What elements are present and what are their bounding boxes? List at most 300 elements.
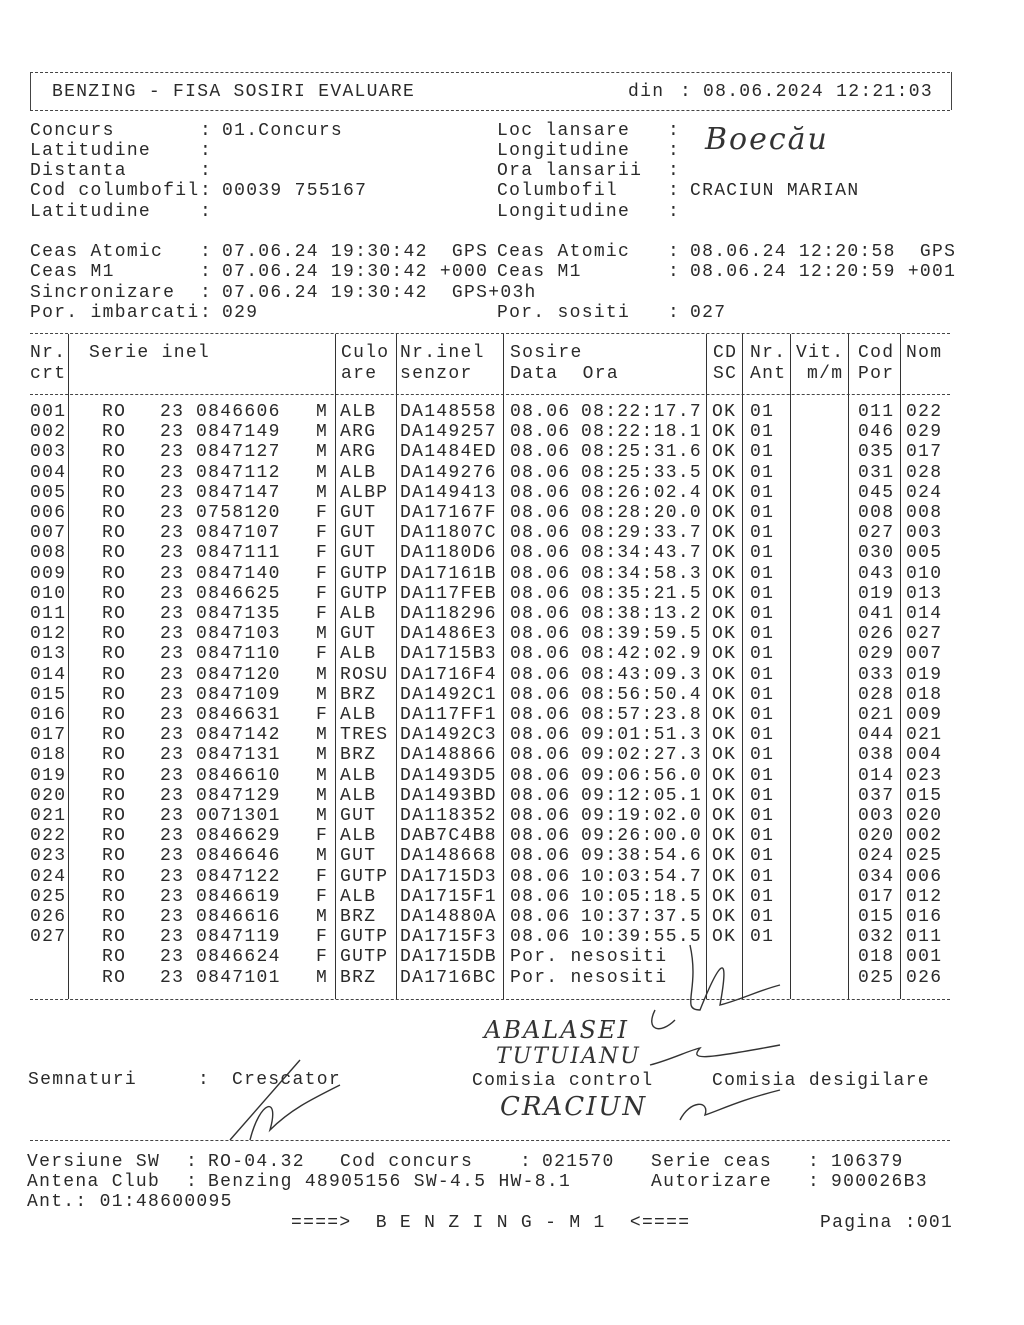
cell-sex: F (316, 866, 329, 887)
cell-sex: M (316, 745, 329, 766)
cell-time: 09:19:02.0 (581, 806, 703, 826)
cell-time: 09:38:54.6 (581, 846, 703, 867)
date-label: din (628, 82, 665, 102)
cell-year: 23 (160, 826, 185, 847)
cell-sex: M (316, 684, 329, 705)
cell-year: 23 (160, 563, 185, 584)
cell-cd: OK (712, 624, 737, 645)
cell-sensor: DAB7C4B8 (400, 826, 497, 847)
cell-nom: 010 (906, 563, 943, 584)
serie-ceas-value: 106379 (831, 1152, 904, 1172)
cell-time: 08:56:50.4 (581, 684, 703, 705)
cell-country: RO (102, 624, 127, 645)
cell-cd: OK (712, 927, 737, 948)
info-colon: : (668, 121, 681, 141)
cell-date: 08.06 (510, 563, 571, 584)
cell-antenna: 01 (750, 806, 775, 826)
cell-sensor: DA148866 (400, 745, 497, 766)
cell-country: RO (102, 886, 127, 907)
signature-mark (680, 1090, 780, 1120)
cell-nr: 013 (30, 644, 67, 665)
cell-cd: OK (712, 503, 737, 523)
cell-antenna: 01 (750, 866, 775, 887)
cell-date: 08.06 (510, 482, 571, 503)
info-colon: : (668, 181, 681, 201)
cell-time: 08:26:02.4 (581, 482, 703, 503)
cell-year: 23 (160, 644, 185, 665)
cell-date: 08.06 (510, 785, 571, 806)
cell-country: RO (102, 785, 127, 806)
clock-colon: : (668, 262, 681, 282)
column-header-inel1: Nr.inel (400, 343, 485, 363)
cell-ring: 0846619 (196, 886, 281, 907)
cell-sex: M (316, 624, 329, 645)
cell-sensor: DA1493BD (400, 785, 497, 806)
cell-ring: 0846629 (196, 826, 281, 847)
cell-nr: 005 (30, 482, 67, 503)
cell-cod-por: 021 (858, 705, 895, 725)
clock-label: Ceas Atomic (30, 242, 164, 262)
cell-date: 08.06 (510, 725, 571, 746)
report-date: 08.06.2024 12:21:03 (703, 82, 933, 102)
cell-nr: 011 (30, 604, 67, 624)
cell-time: 08:34:58.3 (581, 563, 703, 584)
cell-sensor: DA14880A (400, 907, 497, 927)
clock-value: 029 (222, 303, 259, 323)
serie-ceas-label: Serie ceas (651, 1152, 773, 1172)
cell-sex: F (316, 886, 329, 907)
cell-sensor: DA118352 (400, 806, 497, 826)
cell-country: RO (102, 664, 127, 685)
signature-mark (690, 945, 780, 1010)
cell-nr: 003 (30, 442, 67, 463)
cell-nom: 019 (906, 664, 943, 685)
cell-color: ALB (340, 765, 377, 786)
cell-antenna: 01 (750, 604, 775, 624)
cell-sensor: DA149257 (400, 422, 497, 443)
cell-color: BRZ (340, 967, 377, 988)
cell-ring: 0847135 (196, 604, 281, 624)
cell-color: TRES (340, 725, 389, 746)
cell-nom: 002 (906, 826, 943, 847)
cell-year: 23 (160, 664, 185, 685)
cell-country: RO (102, 765, 127, 786)
cell-antenna: 01 (750, 644, 775, 665)
cell-sensor: DA149276 (400, 462, 497, 483)
cell-time: 09:06:56.0 (581, 765, 703, 786)
cell-ring: 0847107 (196, 523, 281, 544)
comisia-desigilare-label: Comisia desigilare (712, 1071, 930, 1091)
column-header-data_ora: Data Ora (510, 364, 619, 384)
handwritten-name: ABALASEI (484, 1016, 630, 1044)
comisia-control-label: Comisia control (472, 1071, 654, 1091)
cell-color: ARG (340, 442, 377, 463)
cell-ring: 0846610 (196, 765, 281, 786)
cell-sex: M (316, 806, 329, 826)
cell-nr: 025 (30, 886, 67, 907)
cell-cd: OK (712, 907, 737, 927)
cell-antenna: 01 (750, 462, 775, 483)
cell-time: 08:43:09.3 (581, 664, 703, 685)
info-label: Longitudine (497, 202, 631, 222)
cell-nom: 026 (906, 967, 943, 988)
cell-cod-por: 008 (858, 503, 895, 523)
cell-cd: OK (712, 422, 737, 443)
cell-time: 08:28:20.0 (581, 503, 703, 523)
cell-sensor: DA1715B3 (400, 644, 497, 665)
info-colon: : (200, 181, 213, 201)
cell-color: GUTP (340, 563, 389, 584)
cell-cd: OK (712, 765, 737, 786)
info-label: Loc lansare (497, 121, 631, 141)
info-colon: : (200, 141, 213, 161)
column-header-nr1: Nr. (30, 343, 67, 363)
cell-sex: F (316, 523, 329, 544)
cell-color: GUT (340, 523, 377, 544)
cell-year: 23 (160, 604, 185, 624)
clock-label: Por. imbarcati (30, 303, 200, 323)
cell-antenna: 01 (750, 765, 775, 786)
cell-date: 08.06 (510, 422, 571, 443)
cell-nom: 003 (906, 523, 943, 544)
cell-cod-por: 044 (858, 725, 895, 746)
column-header-vit1: Vit. (796, 343, 845, 363)
info-label: Latitudine (30, 141, 152, 161)
cell-nom: 027 (906, 624, 943, 645)
cell-sensor: DA1716F4 (400, 664, 497, 685)
info-label: Distanta (30, 161, 127, 181)
column-header-cd1: CD (713, 343, 738, 363)
cell-ring: 0847103 (196, 624, 281, 645)
cell-cd: OK (712, 644, 737, 665)
handwritten-name: TUTUIANU (496, 1044, 641, 1069)
cell-time: 08:25:33.5 (581, 462, 703, 483)
cell-sex: M (316, 442, 329, 463)
cell-nom: 022 (906, 402, 943, 422)
cell-time: 08:29:33.7 (581, 523, 703, 544)
cell-ring: 0847109 (196, 684, 281, 705)
cell-ring: 0847112 (196, 462, 281, 483)
cell-nr: 019 (30, 765, 67, 786)
cell-cod-por: 027 (858, 523, 895, 544)
cell-time: 08:25:31.6 (581, 442, 703, 463)
cell-year: 23 (160, 745, 185, 766)
cell-country: RO (102, 967, 127, 988)
cell-sensor: DA17161B (400, 563, 497, 584)
cell-country: RO (102, 866, 127, 887)
cell-year: 23 (160, 462, 185, 483)
cell-country: RO (102, 705, 127, 725)
cell-ring: 0847110 (196, 644, 281, 665)
cell-country: RO (102, 725, 127, 746)
cell-date: 08.06 (510, 705, 571, 725)
info-value: 01.Concurs (222, 121, 344, 141)
cell-date: 08.06 (510, 442, 571, 463)
cell-cod-por: 037 (858, 785, 895, 806)
cell-cd: OK (712, 684, 737, 705)
cell-time: 09:01:51.3 (581, 725, 703, 746)
cell-cd: OK (712, 442, 737, 463)
cell-antenna: 01 (750, 482, 775, 503)
cell-ring: 0847127 (196, 442, 281, 463)
cell-time: 08:35:21.5 (581, 583, 703, 604)
cell-cd: OK (712, 664, 737, 685)
cell-date: 08.06 (510, 907, 571, 927)
cell-ring: 0847142 (196, 725, 281, 746)
cell-cod-por: 034 (858, 866, 895, 887)
cell-country: RO (102, 826, 127, 847)
cell-ring: 0847147 (196, 482, 281, 503)
cell-color: ALBP (340, 482, 389, 503)
cell-cod-por: 033 (858, 664, 895, 685)
cell-time: 10:37:37.5 (581, 907, 703, 927)
cell-sex: M (316, 846, 329, 867)
cell-cod-por: 018 (858, 947, 895, 968)
cell-antenna: 01 (750, 664, 775, 685)
versiune-value: RO-04.32 (208, 1152, 305, 1172)
cell-antenna: 01 (750, 705, 775, 725)
info-value: CRACIUN MARIAN (690, 181, 860, 201)
clock-value: 07.06.24 19:30:42 GPS+03h (222, 283, 537, 303)
cell-antenna: 01 (750, 785, 775, 806)
cell-cd: OK (712, 846, 737, 867)
cell-sex: M (316, 664, 329, 685)
cell-nom: 005 (906, 543, 943, 564)
cell-date: 08.06 (510, 644, 571, 665)
cell-sex: M (316, 785, 329, 806)
cell-country: RO (102, 927, 127, 948)
cell-year: 23 (160, 765, 185, 786)
cell-cod-por: 020 (858, 826, 895, 847)
cell-year: 23 (160, 422, 185, 443)
cell-nom: 025 (906, 846, 943, 867)
cell-year: 23 (160, 947, 185, 968)
cell-nom: 012 (906, 886, 943, 907)
cell-country: RO (102, 422, 127, 443)
column-header-serie: Serie inel (89, 343, 211, 363)
cell-antenna: 01 (750, 503, 775, 523)
cell-color: GUT (340, 624, 377, 645)
clock-colon: : (200, 283, 213, 303)
cell-sex: F (316, 947, 329, 968)
cell-nr: 017 (30, 725, 67, 746)
cell-year: 23 (160, 886, 185, 907)
crescator-label: Crescator (232, 1070, 341, 1090)
cell-sex: M (316, 482, 329, 503)
cell-sensor: DA149413 (400, 482, 497, 503)
cell-nr: 012 (30, 624, 67, 645)
cell-date: 08.06 (510, 402, 571, 422)
cell-color: BRZ (340, 907, 377, 927)
cell-nom: 007 (906, 644, 943, 665)
cell-antenna: 01 (750, 402, 775, 422)
info-label: Ora lansarii (497, 161, 643, 181)
cell-color: GUT (340, 806, 377, 826)
cell-antenna: 01 (750, 563, 775, 584)
cell-country: RO (102, 806, 127, 826)
cell-year: 23 (160, 442, 185, 463)
cell-color: ALB (340, 462, 377, 483)
cell-color: GUT (340, 543, 377, 564)
date-colon: : (680, 82, 693, 102)
cell-date: 08.06 (510, 462, 571, 483)
cell-nr: 016 (30, 705, 67, 725)
info-label: Longitudine (497, 141, 631, 161)
cell-nom: 021 (906, 725, 943, 746)
cell-cod-por: 014 (858, 765, 895, 786)
cell-cd: OK (712, 826, 737, 847)
cell-date: 08.06 (510, 927, 571, 948)
cell-time: 08:38:13.2 (581, 604, 703, 624)
cell-sensor: DA148558 (400, 402, 497, 422)
cell-sex: F (316, 503, 329, 523)
cell-country: RO (102, 442, 127, 463)
cell-cod-por: 028 (858, 684, 895, 705)
cell-cod-por: 026 (858, 624, 895, 645)
cell-date: 08.06 (510, 583, 571, 604)
cell-year: 23 (160, 967, 185, 988)
cell-cod-por: 025 (858, 967, 895, 988)
cell-sensor: DA1492C1 (400, 684, 497, 705)
cell-country: RO (102, 846, 127, 867)
column-header-culo1: Culo (341, 343, 390, 363)
cell-nr: 021 (30, 806, 67, 826)
cell-date: 08.06 (510, 684, 571, 705)
info-colon: : (200, 161, 213, 181)
cell-sex: F (316, 927, 329, 948)
cell-year: 23 (160, 684, 185, 705)
handwritten-name: CRACIUN (500, 1092, 648, 1122)
cell-ring: 0846625 (196, 583, 281, 604)
cell-time: 09:12:05.1 (581, 785, 703, 806)
cell-sex: F (316, 543, 329, 564)
cell-time: 08:22:17.7 (581, 402, 703, 422)
cell-nom: 024 (906, 482, 943, 503)
column-header-sosire: Sosire (510, 343, 583, 363)
cell-year: 23 (160, 503, 185, 523)
cell-date: 08.06 (510, 604, 571, 624)
cell-nom: 004 (906, 745, 943, 766)
cell-antenna: 01 (750, 624, 775, 645)
cell-nr: 018 (30, 745, 67, 766)
cell-cod-por: 043 (858, 563, 895, 584)
cell-color: GUTP (340, 866, 389, 887)
cell-sensor: DA148668 (400, 846, 497, 867)
cell-sensor: DA118296 (400, 604, 497, 624)
versiune-value-prefix: : (186, 1152, 199, 1172)
cell-time: 08:42:02.9 (581, 644, 703, 665)
cell-sensor: DA1180D6 (400, 543, 497, 564)
autorizare-value: 900026B3 (831, 1172, 928, 1192)
cell-cd: OK (712, 523, 737, 544)
cell-date: 08.06 (510, 765, 571, 786)
cell-sensor: DA17167F (400, 503, 497, 523)
cell-nom: 020 (906, 806, 943, 826)
cell-sex: F (316, 705, 329, 725)
cell-country: RO (102, 745, 127, 766)
autorizare-label: Autorizare (651, 1172, 773, 1192)
cell-color: ALB (340, 402, 377, 422)
cell-sensor: DA117FF1 (400, 705, 497, 725)
cell-cod-por: 046 (858, 422, 895, 443)
cell-nr: 022 (30, 826, 67, 847)
cell-date: 08.06 (510, 624, 571, 645)
cell-sensor: DA117FEB (400, 583, 497, 604)
cell-sensor: DA1486E3 (400, 624, 497, 645)
cell-cd: OK (712, 806, 737, 826)
cell-ring: 0846624 (196, 947, 281, 968)
cell-sex: F (316, 583, 329, 604)
cell-nom: 008 (906, 503, 943, 523)
cell-sex: M (316, 422, 329, 443)
cell-antenna: 01 (750, 886, 775, 907)
cell-color: GUTP (340, 583, 389, 604)
signature-mark (230, 1060, 340, 1140)
cell-nr: 007 (30, 523, 67, 544)
versiune-label: Versiune SW (27, 1152, 161, 1172)
clock-value: 07.06.24 19:30:42 +000 (222, 262, 489, 282)
cell-nr: 015 (30, 684, 67, 705)
cell-ring: 0846631 (196, 705, 281, 725)
cell-year: 23 (160, 523, 185, 544)
cell-cd: OK (712, 583, 737, 604)
cell-year: 23 (160, 785, 185, 806)
cell-ring: 0847129 (196, 785, 281, 806)
cell-sensor: DA1715F1 (400, 886, 497, 907)
cell-nom: 009 (906, 705, 943, 725)
cell-nr: 027 (30, 927, 67, 948)
cell-nr: 008 (30, 543, 67, 564)
column-header-culo2: are (341, 364, 378, 384)
cell-ring: 0847111 (196, 543, 281, 564)
info-colon: : (668, 141, 681, 161)
cell-cd: OK (712, 886, 737, 907)
cell-color: GUT (340, 846, 377, 867)
cell-ring: 0847120 (196, 664, 281, 685)
cell-date: 08.06 (510, 886, 571, 907)
info-label: Cod columbofil (30, 181, 200, 201)
serie-ceas-colon: : (808, 1152, 821, 1172)
signature-mark (652, 1010, 675, 1029)
cell-date: 08.06 (510, 846, 571, 867)
cell-date: 08.06 (510, 543, 571, 564)
cell-nom: 013 (906, 583, 943, 604)
cell-color: ALB (340, 604, 377, 624)
cell-color: ALB (340, 826, 377, 847)
cell-cd: OK (712, 604, 737, 624)
cell-sex: M (316, 402, 329, 422)
cell-color: ALB (340, 705, 377, 725)
cell-time: 10:03:54.7 (581, 866, 703, 887)
column-header-nom: Nom (906, 343, 943, 363)
column-header-nr2: crt (30, 364, 67, 384)
cell-nr: 024 (30, 866, 67, 887)
cell-cod-por: 030 (858, 543, 895, 564)
cell-year: 23 (160, 725, 185, 746)
clock-label: Por. sositi (497, 303, 631, 323)
cell-time: 09:26:00.0 (581, 826, 703, 847)
cell-nr: 004 (30, 462, 67, 483)
cod-concurs-label: Cod concurs (340, 1152, 474, 1172)
info-label: Latitudine (30, 202, 152, 222)
cell-country: RO (102, 543, 127, 564)
cell-country: RO (102, 462, 127, 483)
cell-ring: 0847122 (196, 866, 281, 887)
cell-year: 23 (160, 866, 185, 887)
cell-ring: 0847119 (196, 927, 281, 948)
cell-nom: 006 (906, 866, 943, 887)
info-colon: : (668, 161, 681, 181)
